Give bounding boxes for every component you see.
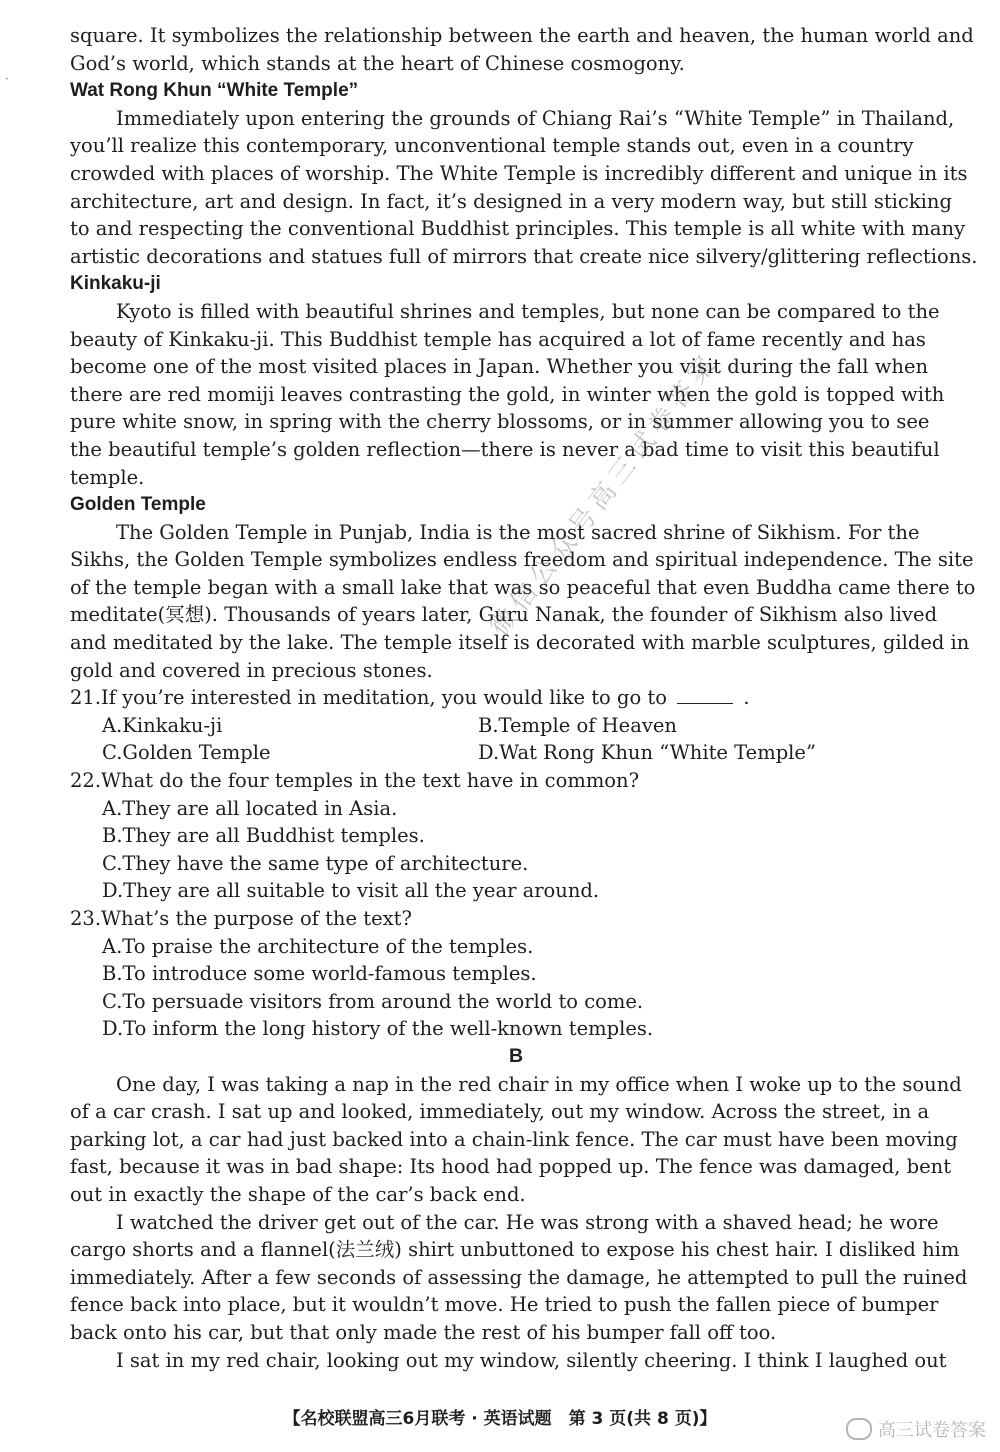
passage-line: fast, because it was in bad shape: Its hood had popped up. The fence was damaged, bent xyxy=(70,1155,952,1179)
option-b: B.Temple of Heaven xyxy=(478,713,677,737)
white-temple-heading: Wat Rong Khun “White Temple” xyxy=(70,80,359,102)
option-d: D.Wat Rong Khun “White Temple” xyxy=(478,741,816,765)
passage-line: the beautiful temple’s golden reflection—there is never a bad time to visit this beautiful xyxy=(70,437,940,461)
passage-line: square. It symbolizes the relationship between the earth and heaven, the human world and xyxy=(70,24,974,47)
passage-line: Sikhs, the Golden Temple symbolizes endless freedom and spiritual independence. The site xyxy=(70,548,974,572)
option-a: A.To praise the architecture of the temples. xyxy=(102,934,534,958)
passage-line: there are red momiji leaves contrasting the gold, in winter when the gold is topped with xyxy=(70,382,945,406)
passage-line: fence back into place, but it wouldn’t move. He tried to push the fallen piece of bumper xyxy=(70,1293,939,1317)
passage-line: you’ll realize this contemporary, unconventional temple stands out, even in a country xyxy=(70,134,914,158)
passage-line: to and respecting the conventional Buddhist principles. This temple is all white with many xyxy=(70,217,966,241)
passage-line: pure white snow, in spring with the cherry blossoms, or in summer allowing you to see xyxy=(70,410,930,434)
passage-line: God’s world, which stands at the heart of Chinese cosmogony. xyxy=(70,51,685,75)
golden-temple-heading: Golden Temple xyxy=(70,494,206,516)
wechat-icon xyxy=(846,1418,872,1440)
passage-line: become one of the most visited places in Japan. Whether you visit during the fall when xyxy=(70,355,929,379)
passage-line: back onto his car, but that only made the rest of his bumper fall off too. xyxy=(70,1320,777,1344)
option-a: A.They are all located in Asia. xyxy=(102,796,398,820)
question-23: 23.What’s the purpose of the text? xyxy=(70,907,412,930)
section-b-label: B xyxy=(508,1044,524,1067)
passage-line: beauty of Kinkaku-ji. This Buddhist temple has acquired a lot of fame recently and has xyxy=(70,327,926,351)
passage-line: One day, I was taking a nap in the red chair in my office when I woke up to the sound xyxy=(116,1072,962,1096)
corner-watermark xyxy=(846,1416,986,1442)
option-b: B.They are all Buddhist temples. xyxy=(102,824,425,848)
passage-line: of a car crash. I sat up and looked, immediately, out my window. Across the street, in a xyxy=(70,1100,930,1124)
watermark-text: 微信公众号高三试卷答案 xyxy=(484,346,726,643)
option-c: C.Golden Temple xyxy=(102,741,271,765)
passage-line: artistic decorations and statues full of mirrors that create nice silvery/glittering reflections. xyxy=(70,244,978,268)
margin-mark: · xyxy=(5,72,9,86)
passage-line: of the temple began with a small lake that was so peaceful that even Buddha came there to xyxy=(70,575,976,599)
question-stem: 21.If you’re interested in meditation, you would like to go to xyxy=(70,686,667,710)
question-stem-end: . xyxy=(743,686,750,710)
passage-line: gold and covered in precious stones. xyxy=(70,658,433,682)
passage-line: and meditated by the lake. The temple itself is decorated with marble sculptures, gilded in xyxy=(70,631,970,655)
passage-line: parking lot, a car had just backed into a chain-link fence. The car must have been moving xyxy=(70,1127,958,1151)
exam-page xyxy=(70,22,978,1374)
passage-line: Immediately upon entering the grounds of Chiang Rai’s “White Temple” in Thailand, xyxy=(116,106,955,130)
answer-blank xyxy=(677,685,733,704)
option-row xyxy=(70,739,962,767)
option-b: B.To introduce some world-famous temples. xyxy=(102,962,537,986)
question-22: 22.What do the four temples in the text have in common? xyxy=(70,769,640,793)
passage-line: meditate(冥想). Thousands of years later, Guru Nanak, the founder of Sikhism also lived xyxy=(70,603,938,627)
corner-watermark-text: 高三试卷答案 xyxy=(878,1420,986,1441)
passage-line: crowded with places of worship. The White Temple is incredibly different and unique in its xyxy=(70,161,968,185)
passage-line: The Golden Temple in Punjab, India is the most sacred shrine of Sikhism. For the xyxy=(116,520,920,544)
option-c: C.They have the same type of architecture. xyxy=(102,851,529,875)
option-a: A.Kinkaku-ji xyxy=(102,713,223,737)
passage-line: temple. xyxy=(70,465,145,489)
kinkakuji-heading: Kinkaku-ji xyxy=(70,273,161,295)
page-footer: 【名校联盟高三6月联考 · 英语试题 第 3 页(共 8 页)】 xyxy=(283,1409,717,1429)
passage-line: I watched the driver get out of the car. He was strong with a shaved head; he wore xyxy=(116,1210,939,1234)
option-c: C.To persuade visitors from around the world to come. xyxy=(102,989,644,1013)
passage-line: Kyoto is filled with beautiful shrines and temples, but none can be compared to the xyxy=(116,299,940,323)
passage-line: out in exactly the shape of the car’s back end. xyxy=(70,1182,526,1206)
question-21 xyxy=(70,684,962,712)
option-d: D.To inform the long history of the well-known temples. xyxy=(102,1017,654,1041)
passage-line: architecture, art and design. In fact, it’s designed in a very modern way, but still sticking xyxy=(70,189,952,213)
passage-line: cargo shorts and a flannel(法兰绒) shirt unbuttoned to expose his chest hair. I disliked him xyxy=(70,1238,960,1262)
passage-line: immediately. After a few seconds of assessing the damage, he attempted to pull the ruined xyxy=(70,1265,968,1289)
passage-line: I sat in my red chair, looking out my window, silently cheering. I think I laughed out xyxy=(116,1348,947,1372)
option-row xyxy=(70,712,962,740)
option-d: D.They are all suitable to visit all the year around. xyxy=(102,879,600,903)
